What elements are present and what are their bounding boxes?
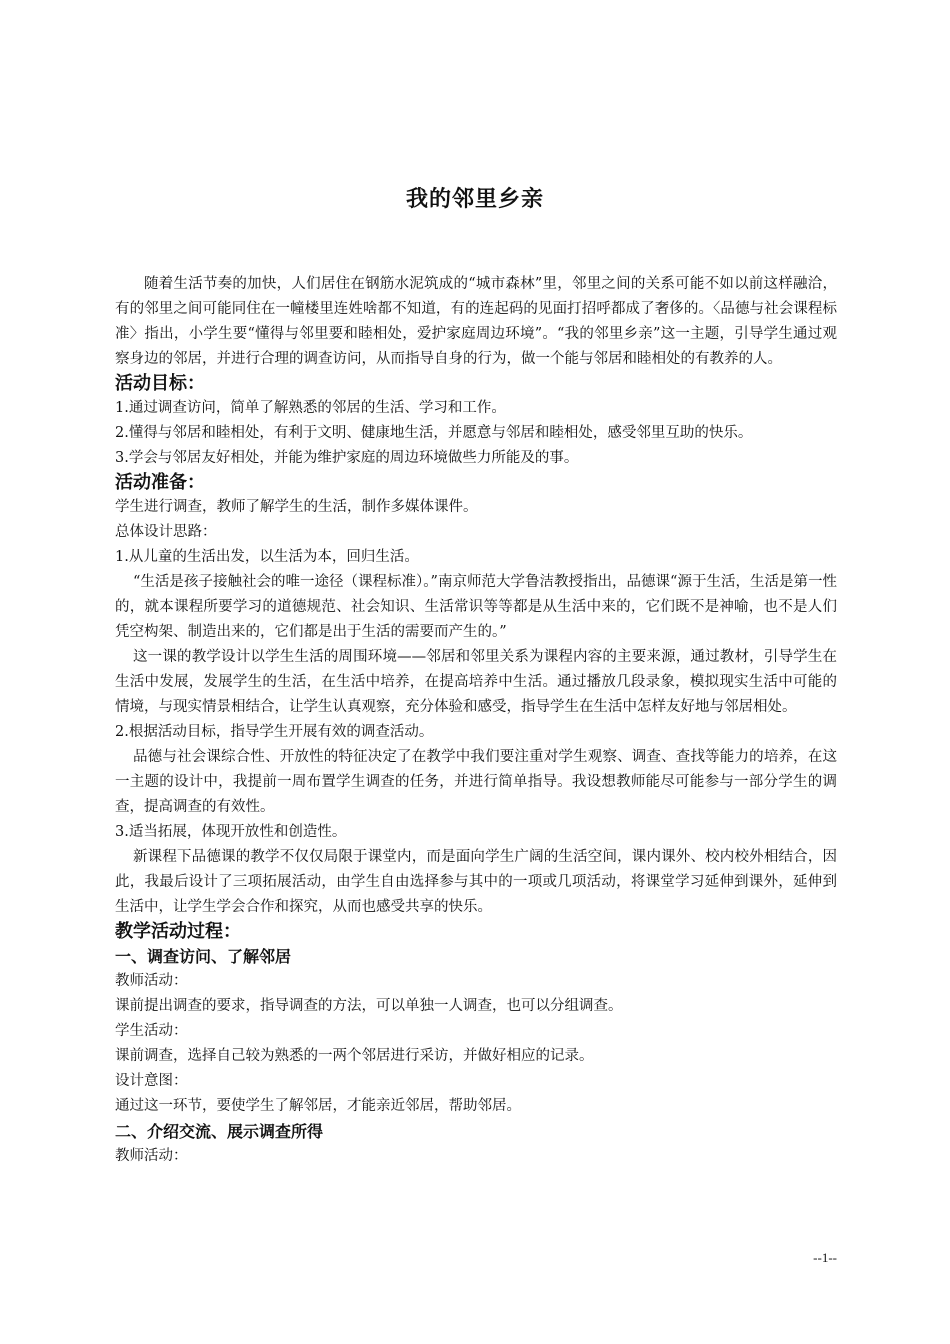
design-paragraph: 这一课的教学设计以学生生活的周围环境——邻居和邻里关系为课程内容的主要来源，通过教材，引导学生在生活中发展，发展学生的生活，在生活中培养，在提高培养中生活。通过播放几段录象，模拟现实生活中可能的情境，与现实情景相结合，让学生认真观察，充分体验和感受，指导学生在生活中怎样友好地与邻居相处。 (115, 649, 837, 715)
intro-paragraph: 随着生活节奏的加快，人们居住在钢筋水泥筑成的“城市森林”里，邻里之间的关系可能不如以前这样融洽，有的邻里之间可能同住在一幢楼里连姓啥都不知道，有的连起码的见面打招呼都成了奢侈的。〈品德与社会课程标准〉指出，小学生要“懂得与邻里要和睦相处，爱护家庭周边环境”。“我的邻里乡亲”这一主题，引导学生通过观察身边的邻居，并进行合理的调查访问，从而指导自身的行为，做一个能与邻居和睦相处的有教养的人。 (115, 276, 837, 367)
teacher-activity-text: 课前提出调查的要求，指导调查的方法，可以单独一人调查，也可以分组调查。 (115, 998, 623, 1014)
design-paragraph: 品德与社会课综合性、开放性的特征决定了在教学中我们要注重对学生观察、调查、查找等能力的培养，在这一主题的设计中，我提前一周布置学生调查的任务，并进行简单指导。我设想教师能尽可能参与一部分学生的调查，提高调查的有效性。 (115, 749, 837, 815)
goal-item: 2.懂得与邻居和睦相处，有利于文明、健康地生活，并愿意与邻居和睦相处，感受邻里互助的快乐。 (115, 425, 753, 441)
teacher-activity-label: 教师活动： (115, 973, 188, 989)
design-paragraph: 新课程下品德课的教学不仅仅局限于课堂内，而是面向学生广阔的生活空间，课内课外、校内校外相结合，因此，我最后设计了三项拓展活动，由学生自由选择参与其中的一项或几项活动，将课堂学习延伸到课外，延伸到生活中，让学生学会合作和探究，从而也感受共享的快乐。 (115, 849, 837, 915)
prep-heading: 活动准备： (115, 472, 205, 493)
prep-line: 学生进行调查，教师了解学生的生活，制作多媒体课件。 (115, 499, 478, 515)
page-number: --1-- (813, 1250, 837, 1265)
section-heading: 一、调查访问、了解邻居 (115, 947, 292, 966)
goals-heading: 活动目标： (115, 373, 205, 394)
goal-item: 3.学会与邻居友好相处，并能为维护家庭的周边环境做些力所能及的事。 (115, 450, 579, 466)
design-paragraph: “生活是孩子接触社会的唯一途径（课程标准）。”南京师范大学鲁洁教授指出，品德课“源于生活，生活是第一性的，就本课程所要学习的道德规范、社会知识、生活常识等等都是从生活中来的，它们既不是神喻，也不是人们凭空构架、制造出来的，它们都是出于生活的需要而产生的。” (115, 574, 837, 640)
student-activity-label: 学生活动： (115, 1023, 188, 1039)
design-intent-text: 通过这一环节，要使学生了解邻居，才能亲近邻居，帮助邻居。 (115, 1098, 521, 1114)
section-heading: 二、介绍交流、展示调查所得 (115, 1122, 324, 1141)
document-title: 我的邻里乡亲 (405, 187, 544, 212)
design-intent-label: 设计意图： (115, 1073, 188, 1089)
design-point: 2.根据活动目标，指导学生开展有效的调查活动。 (115, 724, 434, 740)
design-point: 1.从儿童的生活出发，以生活为本，回归生活。 (115, 549, 419, 565)
process-heading: 教学活动过程： (115, 921, 241, 942)
teacher-activity-label: 教师活动： (115, 1148, 188, 1164)
student-activity-text: 课前调查，选择自己较为熟悉的一两个邻居进行采访，并做好相应的记录。 (115, 1048, 594, 1064)
document-body (115, 272, 837, 1169)
design-idea-label: 总体设计思路： (115, 524, 217, 540)
goal-item: 1.通过调查访问，简单了解熟悉的邻居的生活、学习和工作。 (115, 400, 506, 416)
design-point: 3.适当拓展，体现开放性和创造性。 (115, 824, 347, 840)
